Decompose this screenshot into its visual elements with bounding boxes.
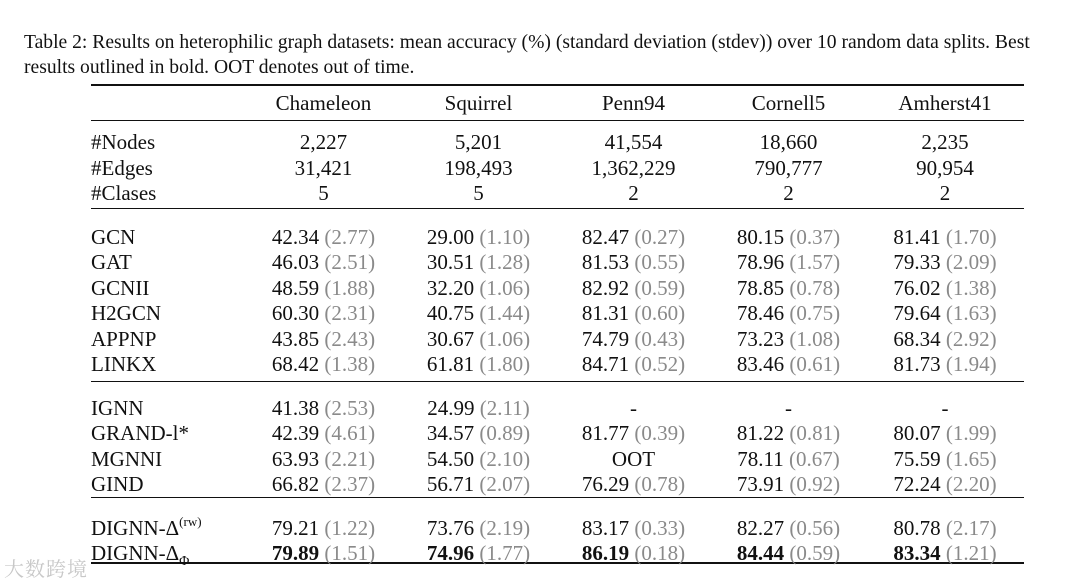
result-cell xyxy=(866,250,1024,276)
stdev: (2.53) xyxy=(324,395,376,420)
method-name: GCN xyxy=(91,224,136,249)
stats-row xyxy=(91,156,1024,182)
stdev: (0.92) xyxy=(789,472,841,497)
spacer-cell xyxy=(91,387,1024,396)
stdev: (2.51) xyxy=(324,250,376,275)
method-name: APPNP xyxy=(91,326,157,351)
result-cell xyxy=(866,276,1024,302)
result-cell xyxy=(246,250,401,276)
mean-accuracy: 75.59 xyxy=(893,446,941,471)
mean-accuracy: 83.17 xyxy=(581,515,630,540)
mean-accuracy: 79.33 xyxy=(893,250,941,275)
result-cell xyxy=(556,276,711,302)
stdev: (1.51) xyxy=(324,541,376,566)
result-cell xyxy=(711,327,866,353)
method-row xyxy=(91,352,1024,378)
result-cell xyxy=(556,541,711,567)
stdev: (1.44) xyxy=(479,301,531,326)
result-cell xyxy=(401,225,556,251)
stdev: (0.55) xyxy=(634,250,686,275)
stdev: (1.77) xyxy=(479,541,531,566)
method-name: H2GCN xyxy=(91,301,162,326)
mean-accuracy: OOT xyxy=(611,446,656,471)
stdev: (0.59) xyxy=(789,541,841,566)
stdev: (1.06) xyxy=(479,326,531,351)
result-cell xyxy=(401,541,556,567)
method-row xyxy=(91,276,1024,302)
column-header: Chameleon xyxy=(275,91,372,115)
stdev: (1.10) xyxy=(479,224,531,249)
result-cell xyxy=(246,352,401,378)
mean-accuracy: 68.34 xyxy=(893,326,941,351)
stat-value: 5,201 xyxy=(454,130,503,155)
stdev: (0.81) xyxy=(789,421,841,446)
stdev: (2.17) xyxy=(945,515,997,540)
column-header: Cornell5 xyxy=(751,91,826,115)
mean-accuracy: 82.47 xyxy=(581,224,630,249)
stat-value: 5 xyxy=(473,181,484,206)
spacer-row xyxy=(91,498,1024,507)
column-header: Squirrel xyxy=(444,91,513,115)
row-label: #Clases xyxy=(91,181,157,206)
watermark: 大数跨境 xyxy=(4,557,88,581)
mean-accuracy: 78.96 xyxy=(736,250,785,275)
method-row xyxy=(91,516,1024,542)
mean-accuracy: 63.93 xyxy=(271,446,320,471)
stdev: (0.33) xyxy=(634,515,686,540)
method-label xyxy=(91,225,246,251)
result-cell xyxy=(866,447,1024,473)
spacer-cell xyxy=(91,507,1024,516)
method-name: GRAND-l* xyxy=(91,421,189,446)
stdev: (0.27) xyxy=(634,224,686,249)
result-cell xyxy=(246,301,401,327)
mean-accuracy: 73.91 xyxy=(736,472,785,497)
column-header: Amherst41 xyxy=(898,91,992,115)
stat-value: 18,660 xyxy=(759,130,818,155)
mean-accuracy: 78.11 xyxy=(737,446,784,471)
stat-value: 198,493 xyxy=(444,155,513,180)
result-cell xyxy=(866,472,1024,498)
mean-accuracy: 84.44 xyxy=(736,541,785,566)
stat-value: 2 xyxy=(783,181,794,206)
mean-accuracy: 81.53 xyxy=(581,250,630,275)
result-cell xyxy=(401,421,556,447)
table-body xyxy=(91,121,1024,570)
stdev: (0.52) xyxy=(634,352,686,377)
mean-accuracy: 48.59 xyxy=(271,275,320,300)
mean-accuracy: 56.71 xyxy=(426,472,475,497)
result-cell xyxy=(246,447,401,473)
stdev: (2.43) xyxy=(324,326,376,351)
spacer-row xyxy=(91,378,1024,387)
mean-accuracy: 41.38 xyxy=(271,395,320,420)
stats-row xyxy=(91,181,1024,207)
column-header: Penn94 xyxy=(602,91,665,115)
mean-accuracy: 30.67 xyxy=(426,326,475,351)
result-cell xyxy=(556,396,711,422)
stat-value: 2,227 xyxy=(299,130,348,155)
stdev: (1.63) xyxy=(945,301,997,326)
result-cell xyxy=(711,516,866,542)
mean-accuracy: 74.79 xyxy=(581,326,630,351)
stat-value: 790,777 xyxy=(754,155,823,180)
mean-accuracy: 74.96 xyxy=(426,541,475,566)
row-label: #Edges xyxy=(91,155,153,180)
result-cell xyxy=(711,421,866,447)
method-label xyxy=(91,352,246,378)
result-cell xyxy=(866,421,1024,447)
result-cell xyxy=(246,327,401,353)
stdev: (1.94) xyxy=(945,352,997,377)
result-cell xyxy=(711,472,866,498)
results-table xyxy=(91,86,1024,570)
mean-accuracy: 29.00 xyxy=(426,224,475,249)
row-label: #Nodes xyxy=(91,130,156,155)
stdev: (2.77) xyxy=(324,224,376,249)
result-cell xyxy=(866,327,1024,353)
result-cell xyxy=(556,447,711,473)
method-row xyxy=(91,250,1024,276)
stdev: (0.59) xyxy=(634,275,686,300)
method-name: GCNII xyxy=(91,275,150,300)
method-row xyxy=(91,541,1024,567)
result-cell xyxy=(866,352,1024,378)
spacer-cell xyxy=(91,378,1024,387)
result-cell xyxy=(556,225,711,251)
result-cell xyxy=(401,250,556,276)
stats-row xyxy=(91,130,1024,156)
mean-accuracy: 61.81 xyxy=(426,352,475,377)
method-row xyxy=(91,225,1024,251)
result-cell xyxy=(246,541,401,567)
result-cell xyxy=(401,352,556,378)
stdev: (0.67) xyxy=(788,446,840,471)
method-label xyxy=(91,421,246,447)
spacer-cell xyxy=(91,216,1024,225)
stdev: (1.70) xyxy=(945,224,997,249)
mean-accuracy: - xyxy=(785,395,792,420)
stdev: (2.11) xyxy=(479,395,530,420)
result-cell xyxy=(556,472,711,498)
result-cell xyxy=(556,301,711,327)
spacer-row xyxy=(91,207,1024,216)
mean-accuracy: 76.02 xyxy=(893,275,941,300)
result-cell xyxy=(711,352,866,378)
mean-accuracy: 46.03 xyxy=(271,250,320,275)
method-label xyxy=(91,472,246,498)
method-row xyxy=(91,447,1024,473)
stat-value: 90,954 xyxy=(916,155,974,180)
mean-accuracy: 81.77 xyxy=(581,421,630,446)
result-cell xyxy=(711,276,866,302)
stdev: (1.28) xyxy=(479,250,531,275)
result-cell xyxy=(711,447,866,473)
result-cell xyxy=(556,516,711,542)
method-label xyxy=(91,276,246,302)
stat-value: 41,554 xyxy=(604,130,663,155)
stat-value: 31,421 xyxy=(294,155,353,180)
mean-accuracy: 42.34 xyxy=(271,224,320,249)
stdev: (0.78) xyxy=(634,472,686,497)
mean-accuracy: 73.76 xyxy=(426,515,475,540)
stdev: (1.38) xyxy=(945,275,997,300)
mean-accuracy: 81.31 xyxy=(581,301,630,326)
mean-accuracy: 32.20 xyxy=(426,275,475,300)
mean-accuracy: 66.82 xyxy=(271,472,320,497)
method-row xyxy=(91,472,1024,498)
spacer-cell xyxy=(91,498,1024,507)
method-name: GAT xyxy=(91,250,132,275)
result-cell xyxy=(556,250,711,276)
stdev: (0.78) xyxy=(789,275,841,300)
result-cell xyxy=(401,472,556,498)
result-cell xyxy=(556,421,711,447)
stdev: (2.19) xyxy=(479,515,531,540)
result-cell xyxy=(711,250,866,276)
stdev: (2.92) xyxy=(945,326,997,351)
stdev: (2.10) xyxy=(479,446,531,471)
method-row xyxy=(91,301,1024,327)
mean-accuracy: - xyxy=(941,395,949,420)
mean-accuracy: 84.71 xyxy=(581,352,630,377)
stdev: (1.38) xyxy=(324,352,376,377)
result-cell xyxy=(711,541,866,567)
stdev: (2.31) xyxy=(324,301,376,326)
method-label xyxy=(91,396,246,422)
spacer-row xyxy=(91,121,1024,130)
method-name: IGNN xyxy=(91,395,144,420)
result-cell xyxy=(556,352,711,378)
method-name: GIND xyxy=(91,472,144,497)
stdev: (1.88) xyxy=(324,275,376,300)
mean-accuracy: 80.78 xyxy=(893,515,941,540)
stdev: (0.37) xyxy=(789,224,841,249)
result-cell xyxy=(246,421,401,447)
stdev: (0.75) xyxy=(789,301,841,326)
result-cell xyxy=(556,327,711,353)
method-superscript: (rw) xyxy=(179,513,202,529)
method-label xyxy=(91,327,246,353)
method-label xyxy=(91,513,246,542)
mean-accuracy: 80.07 xyxy=(893,421,941,446)
method-label xyxy=(91,250,246,276)
mean-accuracy: 60.30 xyxy=(271,301,320,326)
result-cell xyxy=(401,447,556,473)
result-cell xyxy=(246,396,401,422)
mean-accuracy: 86.19 xyxy=(581,541,630,566)
stdev: (2.37) xyxy=(324,472,376,497)
method-label xyxy=(91,447,246,473)
stat-value: 5 xyxy=(318,181,329,206)
stdev: (0.89) xyxy=(479,421,531,446)
result-cell xyxy=(401,327,556,353)
spacer-cell xyxy=(91,121,1024,130)
result-cell xyxy=(866,396,1024,422)
mean-accuracy: 73.23 xyxy=(736,326,785,351)
header-corner xyxy=(91,86,246,121)
method-row xyxy=(91,327,1024,353)
stdev: (1.99) xyxy=(945,421,997,446)
mean-accuracy: 54.50 xyxy=(426,446,475,471)
spacer-row xyxy=(91,507,1024,516)
mean-accuracy: 40.75 xyxy=(426,301,475,326)
result-cell xyxy=(401,301,556,327)
result-cell xyxy=(711,301,866,327)
mean-accuracy: 79.21 xyxy=(271,515,320,540)
mean-accuracy: 78.85 xyxy=(736,275,785,300)
stdev: (0.39) xyxy=(634,421,686,446)
stdev: (1.08) xyxy=(789,326,841,351)
stdev: (2.09) xyxy=(945,250,997,275)
result-cell xyxy=(246,225,401,251)
stdev: (0.43) xyxy=(634,326,686,351)
result-cell xyxy=(246,276,401,302)
mean-accuracy: 34.57 xyxy=(426,421,475,446)
stdev: (2.20) xyxy=(945,472,997,497)
result-cell xyxy=(401,396,556,422)
method-name: DIGNN-Δ xyxy=(91,515,180,540)
stdev: (0.61) xyxy=(789,352,841,377)
result-cell xyxy=(866,301,1024,327)
stdev: (1.57) xyxy=(789,250,841,275)
method-label xyxy=(91,541,246,570)
result-cell xyxy=(866,541,1024,567)
stdev: (1.21) xyxy=(945,541,997,566)
mean-accuracy: 83.46 xyxy=(736,352,785,377)
result-cell xyxy=(711,396,866,422)
method-subscript: Φ xyxy=(179,554,190,570)
mean-accuracy: 82.92 xyxy=(581,275,630,300)
mean-accuracy: - xyxy=(630,395,637,420)
spacer-row xyxy=(91,387,1024,396)
stdev: (4.61) xyxy=(324,421,376,446)
method-row xyxy=(91,421,1024,447)
stdev: (1.22) xyxy=(324,515,376,540)
mean-accuracy: 43.85 xyxy=(271,326,320,351)
method-row xyxy=(91,396,1024,422)
method-name: LINKX xyxy=(91,352,157,377)
mean-accuracy: 42.39 xyxy=(271,421,320,446)
result-cell xyxy=(401,276,556,302)
mean-accuracy: 79.64 xyxy=(893,301,941,326)
result-cell xyxy=(711,225,866,251)
stdev: (2.21) xyxy=(324,446,376,471)
mean-accuracy: 81.22 xyxy=(736,421,785,446)
stat-value: 2,235 xyxy=(921,130,969,155)
result-cell xyxy=(401,516,556,542)
stat-value: 2 xyxy=(628,181,639,206)
result-cell xyxy=(246,472,401,498)
mean-accuracy: 81.41 xyxy=(893,224,941,249)
mean-accuracy: 81.73 xyxy=(893,352,941,377)
stat-value: 1,362,229 xyxy=(591,155,676,180)
spacer-row xyxy=(91,216,1024,225)
stdev: (1.06) xyxy=(479,275,531,300)
mean-accuracy: 78.46 xyxy=(736,301,785,326)
mean-accuracy: 82.27 xyxy=(736,515,785,540)
mean-accuracy: 68.42 xyxy=(271,352,320,377)
mean-accuracy: 30.51 xyxy=(426,250,475,275)
stdev: (2.07) xyxy=(479,472,531,497)
stdev: (0.18) xyxy=(634,541,686,566)
spacer-cell xyxy=(91,207,1024,216)
stdev: (1.65) xyxy=(945,446,997,471)
method-label xyxy=(91,301,246,327)
header-row xyxy=(91,86,1024,121)
mean-accuracy: 79.89 xyxy=(271,541,320,566)
result-cell xyxy=(246,516,401,542)
method-name: MGNNI xyxy=(91,446,163,471)
mean-accuracy: 83.34 xyxy=(893,541,941,566)
method-name: DIGNN-Δ xyxy=(91,541,180,566)
stdev: (0.60) xyxy=(634,301,686,326)
stdev: (1.80) xyxy=(479,352,531,377)
stdev: (0.56) xyxy=(789,515,841,540)
mean-accuracy: 72.24 xyxy=(893,472,941,497)
mean-accuracy: 24.99 xyxy=(427,395,475,420)
table-caption: Table 2: Results on heterophilic graph datasets: mean accuracy (%) (standard deviation (stdev)) over 10 random data splits. Best results outlined in bold. OOT denotes out of time. xyxy=(24,32,1030,78)
result-cell xyxy=(866,225,1024,251)
result-cell xyxy=(866,516,1024,542)
mean-accuracy: 80.15 xyxy=(736,224,785,249)
mean-accuracy: 76.29 xyxy=(581,472,630,497)
stat-value: 2 xyxy=(939,181,951,206)
